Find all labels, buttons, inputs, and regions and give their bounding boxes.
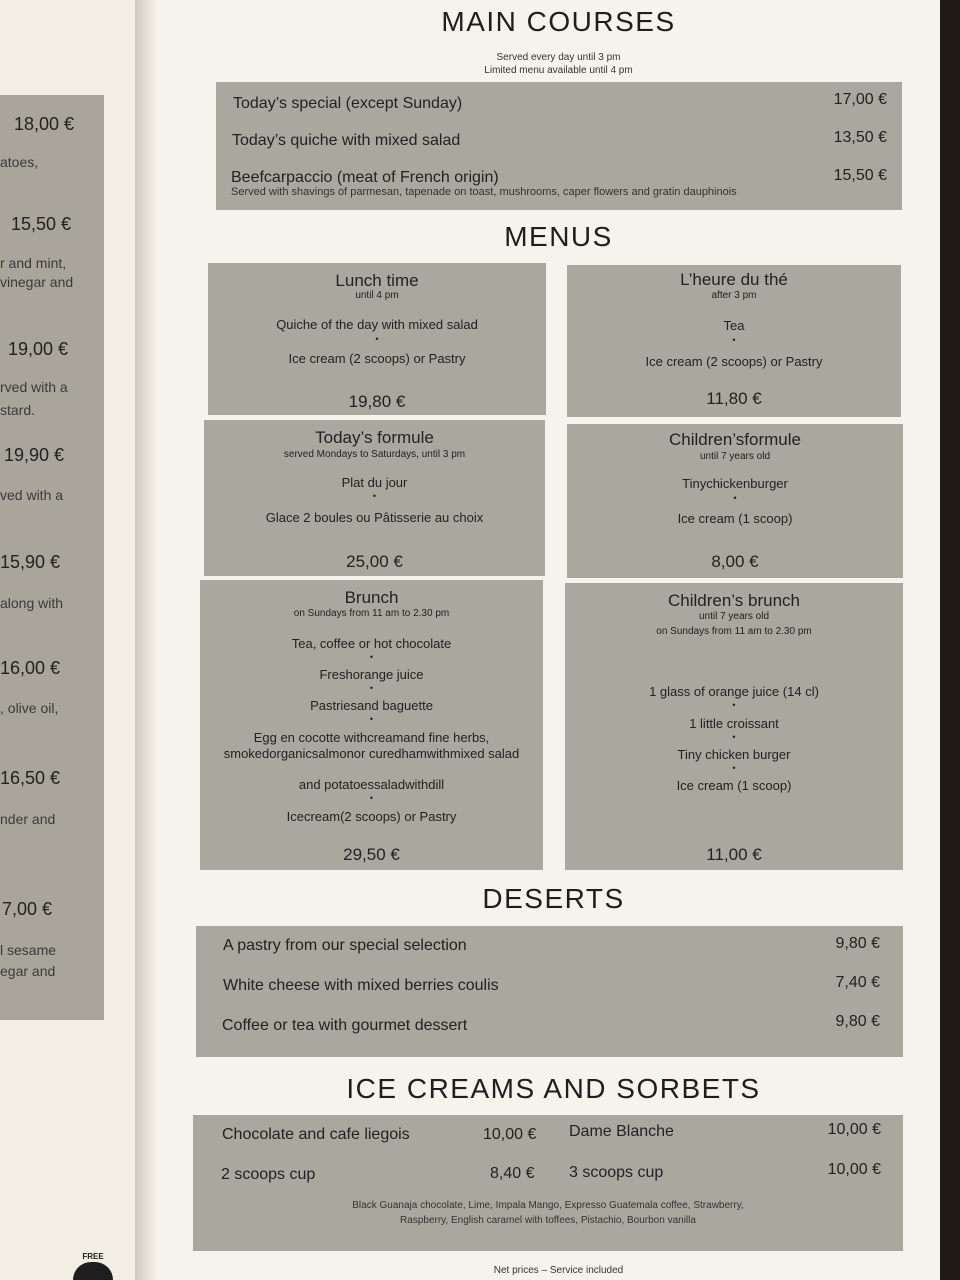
left-fragment: nder and [0,811,56,827]
left-fragment: vinegar and [0,274,74,290]
box-item: Glace 2 boules ou Pâtisserie au choix [265,510,484,525]
deserts-heading: DESERTS [482,883,625,914]
box-subtitle: until 7 years old [698,611,770,622]
ice-cream-item-price: 10,00 € [827,1161,881,1178]
box-item: Plat du jour [341,475,408,490]
box-item: and potatoessaladwithdill [298,777,445,792]
box-price: 8,00 € [711,552,759,571]
menu-box-lunch-time [208,263,546,415]
left-fragment: , olive oil, [0,700,59,716]
box-item: Ice cream (2 scoops) or Pastry [645,354,823,369]
box-item: Ice cream (1 scoop) [676,778,792,793]
box-item: Egg en cocotte withcreamand fine herbs, smokedorganicsalmonor curedhamwithmixed salad [223,730,520,761]
main-courses-panel [216,82,902,210]
box-item: Tinychickenburger [682,476,788,491]
box-subtitle: on Sundays from 11 am to 2.30 pm [656,626,812,637]
bullet: • [732,700,736,710]
ice-cream-item-price: 10,00 € [827,1121,881,1138]
ice-cream-item-price: 8,40 € [490,1165,535,1182]
left-price: 15,50 € [11,214,72,234]
menu-box-childrens-brunch [565,583,903,870]
box-price: 25,00 € [346,552,403,571]
box-price: 29,50 € [343,845,400,864]
left-fragment: rved with a [0,379,68,395]
bullet: • [733,493,737,503]
menu-item-price: 15,50 € [833,167,887,184]
flavours-list: Raspberry, English caramel with toffees, Pistachio, Bourbon vanilla [400,1215,696,1226]
left-price: 19,00 € [8,339,69,359]
menu-item-price: 17,00 € [833,91,887,108]
box-item: Ice cream (2 scoops) or Pastry [288,351,466,366]
deserts-panel [196,926,903,1057]
ice-cream-item-name: 3 scoops cup [569,1164,664,1181]
bullet: • [369,652,374,662]
box-item: 1 glass of orange juice (14 cl) [649,684,819,699]
bullet: • [732,732,736,742]
left-fragment: atoes, [0,154,39,170]
footer-note: Net prices – Service included [493,1265,624,1276]
box-subtitle: until 4 pm [355,290,399,301]
bullet: • [369,683,374,693]
bullet: • [369,793,374,803]
box-title: Today’s formule [315,428,434,447]
box-item: 1 little croissant [689,716,779,731]
menu-item-detail: Served with shavings of parmesan, tapenade on toast, mushrooms, caper flowers and gratin dauphinois [231,186,737,198]
left-page [0,0,135,1280]
menu-box-todays-formule [204,420,545,576]
box-title: Children’s brunch [668,591,800,610]
desert-item-name: Coffee or tea with gourmet dessert [222,1017,468,1034]
desert-item-name: White cheese with mixed berries coulis [223,977,499,994]
main-courses-heading: MAIN COURSES [441,6,676,37]
menus-heading: MENUS [504,221,613,252]
box-price: 11,80 € [706,389,762,408]
ice-cream-item-name: Chocolate and cafe liegois [222,1126,410,1143]
left-fragment: stard. [0,402,36,418]
bullet: • [732,335,736,345]
left-price: 18,00 € [14,114,75,134]
left-price: 7,00 € [2,899,53,919]
box-title: Children’sformule [669,430,801,449]
ice-cream-item-name: Dame Blanche [569,1123,674,1140]
main-courses-note: Limited menu available until 4 pm [484,65,633,76]
box-title: L’heure du thé [680,270,788,289]
main-courses-note: Served every day until 3 pm [496,52,621,63]
ice-creams-panel [193,1115,903,1251]
box-price: 11,00 € [706,845,762,864]
box-subtitle: until 7 years old [699,451,771,462]
menu-page [157,0,940,1280]
menu-item-price: 13,50 € [833,129,887,146]
flavours-list: Black Guanaja chocolate, Lime, Impala Mango, Expresso Guatemala coffee, Strawberry, [352,1200,744,1211]
left-price: 19,90 € [4,445,65,465]
bullet: • [369,714,374,724]
ice-cream-item-price: 10,00 € [483,1126,537,1143]
box-item: Icecream(2 scoops) or Pastry [286,809,457,824]
menu-box-childrens-formule [567,424,903,578]
menu-item-name: Today’s special (except Sunday) [233,95,463,112]
ice-creams-heading: ICE CREAMS AND SORBETS [346,1073,761,1104]
box-item: Ice cream (1 scoop) [677,511,793,526]
menu-item-name: Today’s quiche with mixed salad [232,132,461,149]
background-edge [940,0,960,1280]
box-item: Tea, coffee or hot chocolate [291,636,452,651]
box-item: Freshorange juice [319,667,424,682]
menu-box-heure-du-the [567,265,901,417]
desert-item-price: 9,80 € [835,935,880,952]
desert-item-name: A pastry from our special selection [223,937,467,954]
box-subtitle: served Mondays to Saturdays, until 3 pm [283,449,466,460]
left-fragment: ved with a [0,487,64,503]
bullet: • [732,763,736,773]
left-fragment: l sesame [0,942,57,958]
bullet: • [375,334,379,344]
left-fragment: r and mint, [0,255,67,271]
left-fragment: along with [0,595,64,611]
left-price: 16,00 € [0,658,61,678]
box-item: Pastriesand baguette [310,698,433,713]
box-item: Tea [723,318,745,333]
left-price: 16,50 € [0,768,61,788]
bullet: • [372,491,377,501]
menu-item-name: Beefcarpaccio (meat of French origin) [231,169,499,186]
left-fragment: egar and [0,963,56,979]
box-subtitle: after 3 pm [711,290,757,301]
desert-item-price: 7,40 € [835,974,880,991]
free-wifi-badge [70,1252,116,1280]
book-gutter [135,0,157,1280]
left-price: 15,90 € [0,552,61,572]
ice-cream-item-name: 2 scoops cup [221,1166,316,1183]
wifi-icon [73,1262,113,1280]
box-item: Quiche of the day with mixed salad [276,317,478,332]
box-title: Brunch [344,588,399,607]
box-price: 19,80 € [348,392,406,411]
box-subtitle: on Sundays from 11 am to 2.30 pm [293,608,450,619]
box-title: Lunch time [335,271,419,290]
desert-item-price: 9,80 € [835,1013,880,1030]
box-item: Tiny chicken burger [677,747,791,762]
wifi-badge-label: FREE [82,1252,104,1261]
menu-box-brunch [200,580,543,870]
